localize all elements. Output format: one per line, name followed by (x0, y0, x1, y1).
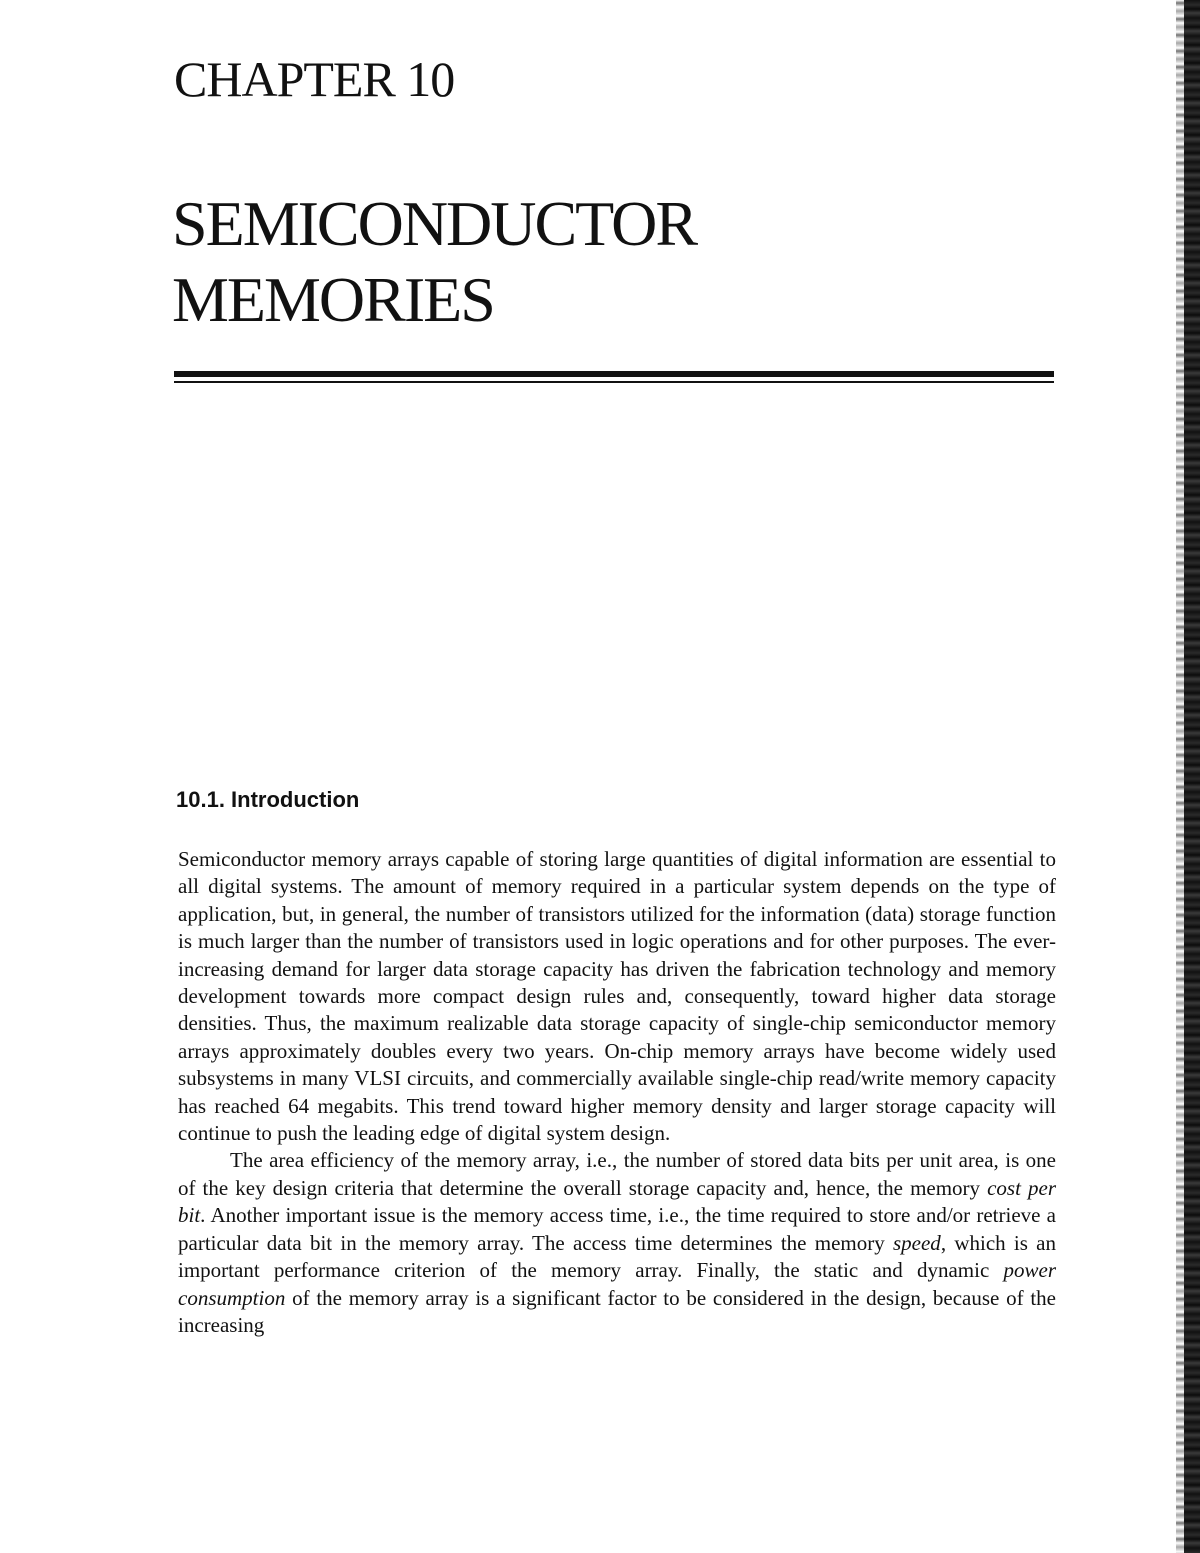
emphasis-cost-per-bit: cost per bit (178, 1175, 1056, 1228)
paragraph-2-part-b: . Another important issue is the memory access time, i.e., the time required to store and/or retrieve a particular data bit in the memory array. The access time determines the memory (178, 1203, 1056, 1255)
emphasis-speed: speed (892, 1230, 941, 1255)
title-rule-thick (174, 371, 1054, 377)
paragraph-2-part-c: , which is an important performance criterion of the memory array. Finally, the static and dynamic (178, 1230, 1056, 1283)
body-text (178, 846, 1056, 1339)
chapter-title (172, 186, 696, 338)
emphasis-power-consumption: power consumption (178, 1258, 1056, 1310)
section-heading: 10.1. Introduction (176, 787, 360, 812)
paragraph-2-part-d: of the memory array is a significant factor to be considered in the design, because of the increasing (178, 1285, 1056, 1337)
paragraph-2-part-a: The area efficiency of the memory array, i.e., the number of stored data bits per unit area, is one of the key design criteria that determine the overall storage capacity and, hence, the memory (178, 1148, 1056, 1200)
chapter-title-line-2: MEMORIES (172, 264, 494, 335)
scan-binding-edge (1184, 0, 1200, 1553)
paragraph-2 (178, 1147, 1056, 1339)
paragraph-1: Semiconductor memory arrays capable of storing large quantities of digital information are essential to all digital systems. The amount of memory required in a particular system depends on the type of application, but, in general, the number of transistors utilized for the information (data) storage function is much larger than the number of transistors used in logic operations and for other purposes. The ever-increasing demand for larger data storage capacity has driven the fabrication technology and memory development towards more compact design rules and, consequently, toward higher data storage densities. Thus, the maximum realizable data storage capacity of single-chip semiconductor memory arrays approximately doubles every two years. On-chip memory arrays have become widely used subsystems in many VLSI circuits, and commercially available single-chip read/write memory capacity has reached 64 megabits. This trend toward higher memory density and larger storage capacity will continue to push the leading edge of digital system design. (178, 847, 1056, 1146)
title-rule-thin (174, 381, 1054, 383)
chapter-title-line-1: SEMICONDUCTOR (172, 188, 696, 259)
scan-shadow-edge (1176, 0, 1184, 1553)
chapter-label: CHAPTER 10 (174, 51, 455, 107)
